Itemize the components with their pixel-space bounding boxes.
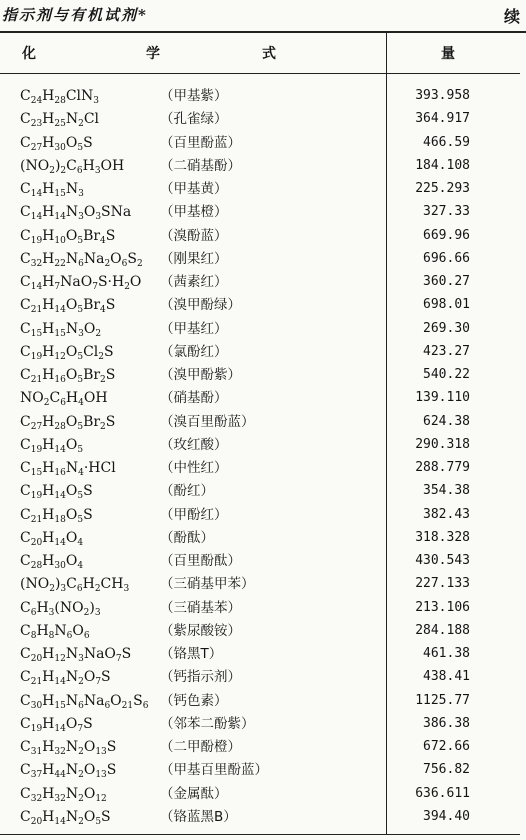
table-row <box>0 760 526 783</box>
table-row <box>0 272 526 295</box>
formula-cell: $(NO_2)_2C_6H_3OH$ <box>20 157 125 176</box>
molecular-weight-cell: 354.38 <box>423 483 470 499</box>
table-row <box>0 156 526 179</box>
reagent-name-cell: （孔雀绿） <box>160 111 228 128</box>
formula-cell: $C_{15}H_{16}N_4\cdot HCl$ <box>20 460 116 478</box>
table-row <box>0 179 526 202</box>
formula-column-header-1: 化 <box>22 46 36 62</box>
formula-cell: $C_6H_3(NO_2)_3$ <box>20 599 101 618</box>
molecular-weight-cell: 624.38 <box>423 413 470 429</box>
formula-column-header-3: 式 <box>262 46 276 62</box>
reagent-name-cell: （金属酞） <box>160 785 228 802</box>
table-row <box>0 365 526 388</box>
molecular-weight-cell: 290.318 <box>415 436 470 452</box>
formula-cell: $C_{14}H_{15}N_3$ <box>20 181 84 199</box>
molecular-weight-cell: 1125.77 <box>415 692 470 708</box>
reagent-name-cell: （甲基百里酚蓝） <box>160 762 268 779</box>
molecular-weight-cell: 698.01 <box>423 297 470 313</box>
formula-cell: $C_{32}H_{22}N_6Na_2O_6S_2$ <box>20 250 143 269</box>
reagent-name-cell: （溴甲酚紫） <box>160 367 241 383</box>
reagent-name-cell: （甲基紫） <box>160 88 228 104</box>
reagent-name-cell: （二硝基酚） <box>160 157 241 174</box>
page-header-title: 指示剂与有机试剂* <box>2 6 148 24</box>
molecular-weight-cell: 184.108 <box>415 157 470 173</box>
formula-cell: $C_{14}H_{14}N_3O_3SNa$ <box>20 204 132 223</box>
table-row <box>0 621 526 644</box>
table-row <box>0 458 526 481</box>
formula-cell: $C_{15}H_{15}N_3O_2$ <box>20 320 102 339</box>
molecular-weight-cell: 394.40 <box>423 808 470 824</box>
reagent-name-cell: （钙指示剂） <box>160 669 241 686</box>
formula-cell: $(NO_2)_3C_6H_2CH_3$ <box>20 576 130 595</box>
reagent-name-cell: （酚红） <box>160 483 214 500</box>
table-row <box>0 807 526 830</box>
formula-cell: $C_{27}H_{30}O_5S$ <box>20 134 93 153</box>
reagent-name-cell: （酚酞） <box>160 529 214 546</box>
table-body <box>0 86 526 830</box>
molecular-weight-cell: 461.38 <box>423 646 470 661</box>
table-row <box>0 435 526 458</box>
molecular-weight-cell: 438.41 <box>423 669 470 685</box>
formula-column-header-2: 学 <box>146 46 160 62</box>
reagent-name-cell: （三硝基苯） <box>160 599 241 616</box>
table-top-rule <box>0 31 526 33</box>
formula-cell: $C_{32}H_{32}N_2O_{12}$ <box>20 785 107 804</box>
reagent-name-cell: （玫红酸） <box>160 436 228 453</box>
reagent-name-cell: （三硝基甲苯） <box>160 576 255 593</box>
table-row <box>0 109 526 132</box>
formula-cell: $NO_2C_6H_4OH$ <box>20 390 108 409</box>
table-row <box>0 667 526 690</box>
table-row <box>0 86 526 109</box>
table-row <box>0 644 526 667</box>
formula-cell: $C_{20}H_{14}N_2O_5S$ <box>20 808 111 827</box>
table-row <box>0 714 526 737</box>
molecular-weight-cell: 669.96 <box>423 227 470 243</box>
formula-cell: $C_{28}H_{30}O_4$ <box>20 553 84 571</box>
molecular-weight-cell: 227.133 <box>415 576 470 592</box>
molecular-weight-cell: 636.611 <box>415 785 470 801</box>
molecular-weight-cell: 139.110 <box>415 390 470 406</box>
molecular-weight-cell: 360.27 <box>423 274 470 289</box>
table-row <box>0 551 526 574</box>
reagent-name-cell: （溴甲酚绿） <box>160 297 241 314</box>
reagent-name-cell: （溴酚蓝） <box>160 227 228 244</box>
molecular-weight-cell: 386.38 <box>423 715 470 731</box>
table-row <box>0 598 526 621</box>
formula-cell: $C_{19}H_{14}O_5S$ <box>20 483 93 502</box>
molecular-weight-cell: 672.66 <box>423 739 470 754</box>
table-row <box>0 505 526 528</box>
molecular-weight-cell: 756.82 <box>423 762 470 778</box>
molecular-weight-cell: 225.293 <box>415 181 470 196</box>
molecular-weight-cell: 430.543 <box>415 553 470 568</box>
molecular-weight-cell: 696.66 <box>423 250 470 266</box>
molecular-weight-cell: 284.188 <box>415 622 470 638</box>
reagent-name-cell: （铬蓝黑B） <box>160 808 237 825</box>
table-header-rule <box>0 73 520 74</box>
formula-cell: $C_{27}H_{28}O_5Br_2S$ <box>20 413 116 432</box>
reagent-name-cell: （甲基红） <box>160 320 228 337</box>
table-row <box>0 528 526 551</box>
table-row <box>0 319 526 342</box>
table-bottom-rule <box>0 834 520 835</box>
molecular-weight-cell: 364.917 <box>415 111 470 127</box>
table-row <box>0 784 526 807</box>
reagent-name-cell: （甲基橙） <box>160 204 228 221</box>
molecular-weight-cell: 288.779 <box>415 460 470 475</box>
table-row <box>0 342 526 365</box>
table-row <box>0 202 526 225</box>
formula-cell: $C_{37}H_{44}N_2O_{13}S$ <box>20 762 117 781</box>
table-row <box>0 412 526 435</box>
reagent-name-cell: （百里酚蓝） <box>160 134 241 151</box>
molecular-weight-cell: 423.27 <box>423 343 470 359</box>
formula-cell: $C_{23}H_{25}N_2Cl$ <box>20 111 100 130</box>
molecular-weight-cell: 382.43 <box>423 506 470 522</box>
molecular-weight-cell: 213.106 <box>415 599 470 615</box>
formula-cell: $C_{20}H_{14}O_4$ <box>20 529 84 548</box>
molecular-weight-cell: 327.33 <box>423 204 470 220</box>
formula-cell: $C_{19}H_{14}O_5$ <box>20 436 84 455</box>
reagent-name-cell: （氯酚红） <box>160 343 228 360</box>
molecular-weight-cell: 393.958 <box>415 88 470 103</box>
table-row <box>0 691 526 714</box>
formula-cell: $C_{21}H_{14}N_2O_7S$ <box>20 669 111 688</box>
molecular-weight-cell: 540.22 <box>423 367 470 382</box>
table-row <box>0 574 526 597</box>
reagent-name-cell: （二甲酚橙） <box>160 739 241 755</box>
table-row <box>0 133 526 156</box>
table-row <box>0 249 526 272</box>
reagent-name-cell: （百里酚酞） <box>160 553 241 569</box>
reagent-name-cell: （茜素红） <box>160 274 228 290</box>
reagent-name-cell: （邻苯二酚紫） <box>160 715 255 732</box>
reagent-name-cell: （刚果红） <box>160 250 228 267</box>
reagent-name-cell: （硝基酚） <box>160 390 228 407</box>
formula-cell: $C_{21}H_{16}O_5Br_2S$ <box>20 367 116 385</box>
molecular-weight-cell: 318.328 <box>415 529 470 545</box>
reagent-name-cell: （中性红） <box>160 460 228 476</box>
reagent-name-cell: （甲酚红） <box>160 506 228 523</box>
table-row <box>0 295 526 318</box>
table-row <box>0 481 526 504</box>
formula-cell: $C_{31}H_{32}N_2O_{13}S$ <box>20 739 117 757</box>
formula-cell: $C_8H_8N_6O_6$ <box>20 622 90 641</box>
reagent-name-cell: （钙色素） <box>160 692 228 709</box>
reagent-name-cell: （铬黑T） <box>160 646 223 662</box>
weight-column-header: 量 <box>441 46 455 62</box>
formula-cell: $C_{30}H_{15}N_6Na_6O_{21}S_6$ <box>20 692 149 711</box>
formula-cell: $C_{21}H_{18}O_5S$ <box>20 506 93 525</box>
formula-cell: $C_{19}H_{10}O_5Br_4S$ <box>20 227 116 246</box>
formula-cell: $C_{19}H_{14}O_7S$ <box>20 715 93 734</box>
formula-cell: $C_{20}H_{12}N_3NaO_7S$ <box>20 646 132 664</box>
molecular-weight-cell: 269.30 <box>423 320 470 336</box>
formula-cell: $C_{14}H_7NaO_7S\cdot H_2O$ <box>20 274 142 292</box>
molecular-weight-cell: 466.59 <box>423 134 470 150</box>
continued-label: 续 <box>503 7 520 26</box>
table-row <box>0 737 526 760</box>
table-row <box>0 388 526 411</box>
reagent-name-cell: （紫尿酸铵） <box>160 622 241 639</box>
formula-cell: $C_{24}H_{28}ClN_3$ <box>20 88 100 106</box>
table-row <box>0 226 526 249</box>
reagent-name-cell: （甲基黄） <box>160 181 228 197</box>
formula-cell: $C_{21}H_{14}O_5Br_4S$ <box>20 297 116 316</box>
reagent-name-cell: （溴百里酚蓝） <box>160 413 255 430</box>
formula-cell: $C_{19}H_{12}O_5Cl_2S$ <box>20 343 114 362</box>
